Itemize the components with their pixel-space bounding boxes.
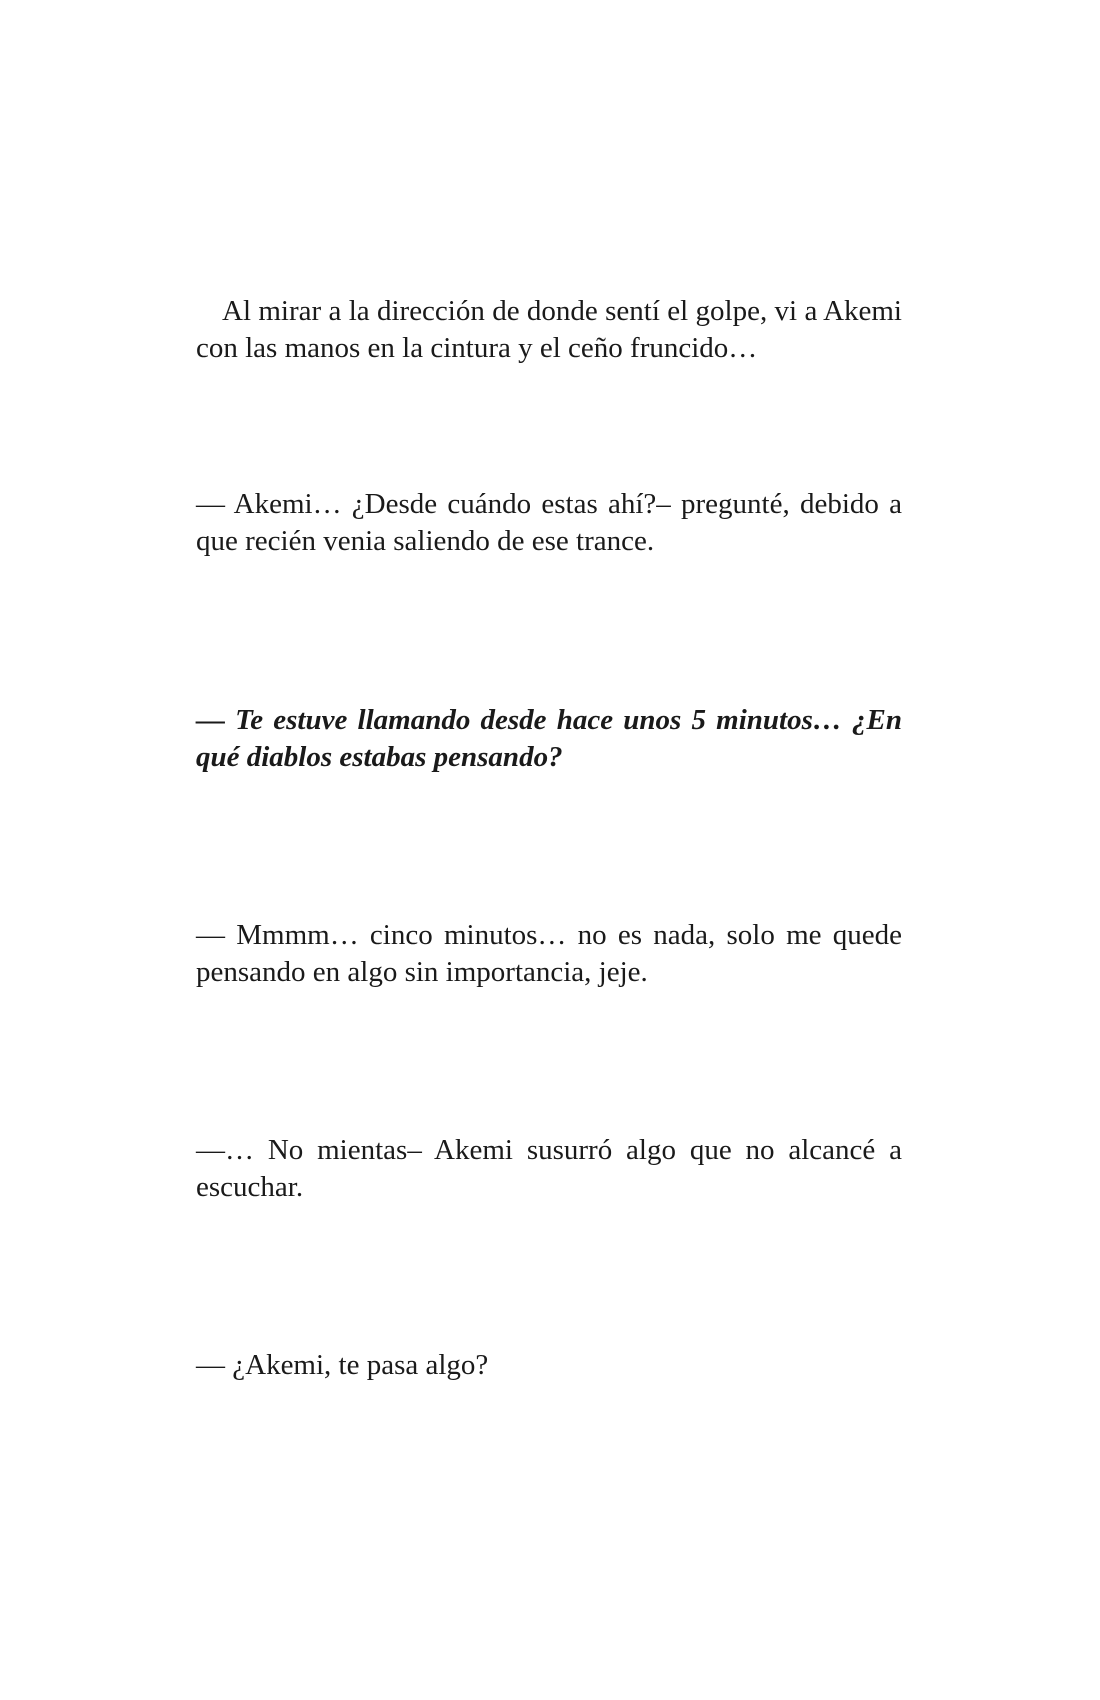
paragraph-dialogue-reply: — Mmmm… cinco minutos… no es nada, solo me quede pensando en algo sin importancia, jeje.	[196, 919, 902, 988]
paragraph-dialogue-final: — ¿Akemi, te pasa algo?	[196, 1349, 489, 1381]
paragraph-dialogue-emphasis: — Te estuve llamando desde hace unos 5 minutos… ¿En qué diablos estabas pensando?	[196, 704, 902, 773]
paragraph-narration: Al mirar a la dirección de donde sentí el golpe, vi a Akemi con las manos en la cintura y el ceño fruncido…	[196, 295, 902, 364]
paragraph-dialogue-question: — Akemi… ¿Desde cuándo estas ahí?– pregunté, debido a que recién venia saliendo de ese trance.	[196, 488, 902, 557]
paragraph-dialogue-whisper: —… No mientas– Akemi susurró algo que no alcancé a escuchar.	[196, 1134, 902, 1203]
